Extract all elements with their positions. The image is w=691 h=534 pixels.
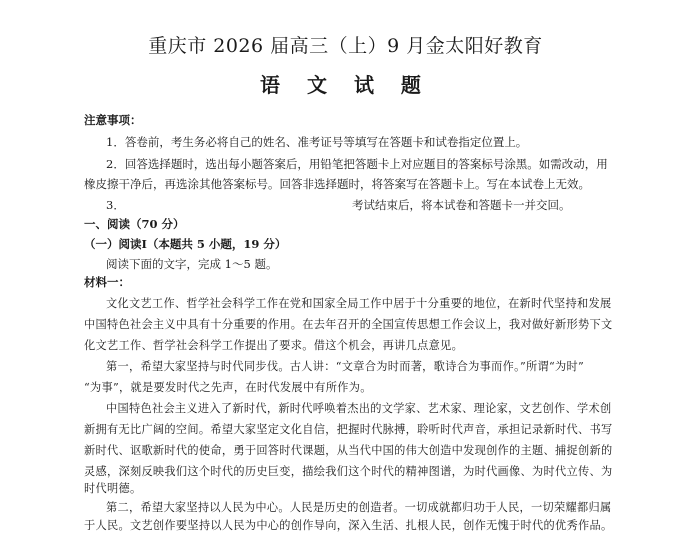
section-instruction: 阅读下面的文字，完成 1～5 题。 — [106, 257, 278, 271]
notice-item-3-text: 考试结束后，将本试卷和答题卡一并交回。 — [352, 198, 571, 212]
notice-heading: 注意事项： — [84, 113, 142, 127]
passage-p3-line-4: 灵感，深刻反映我们这个时代的历史巨变，描绘我们这个时代的精神图谱，为时代画像、为时代立传、为 — [84, 465, 613, 478]
passage-p1-line-1: 文化文艺工作、哲学社会科学工作在党和国家全局工作中居于十分重要的地位，在新时代坚持和发展 — [106, 297, 612, 310]
exam-title: 重庆市 2026 届高三（上）9 月金太阳好教育 — [148, 35, 543, 57]
passage-p3-line-3: 新时代、讴歌新时代的使命，勇于回答时代课题，从当代中国的伟大创造中发现创作的主题、捕捉创新的 — [84, 444, 613, 457]
passage-p3-line-2: 新拥有无比广阔的空间。希望大家坚定文化自信，把握时代脉搏，聆听时代声音，承担记录新时代、书写 — [84, 423, 613, 436]
section-sub-heading: （一）阅读Ⅰ（本题共 5 小题，19 分） — [84, 237, 287, 251]
notice-item-2-line-1: 2．回答选择题时，选出每小题答案后，用铅笔把答题卡上对应题目的答案标号涂黑。如需改动，用 — [106, 157, 608, 171]
notice-item-1: 1．答卷前，考生务必将自己的姓名、准考证号等填写在答题卡和试卷指定位置上。 — [106, 135, 528, 149]
notice-item-3-number: 3． — [106, 198, 125, 212]
passage-p2-line-2: “为事”，就是要发时代之先声，在时代发展中有所作为。 — [84, 381, 372, 394]
passage-p1-line-3: 化文艺工作、哲学社会科学工作提出了要求。借这个机会，再讲几点意见。 — [84, 339, 464, 352]
passage-p4-line-1: 第二，希望大家坚持以人民为中心。人民是历史的创造者。一切成就都归功于人民，一切荣耀都归属 — [106, 501, 612, 514]
passage-p4-line-2: 于人民。文艺创作要坚持以人民为中心的创作导向，深入生活、扎根人民，创作无愧于时代的优秀作品。 — [84, 519, 613, 532]
notice-item-2-line-2: 橡皮擦干净后，再选涂其他答案标号。回答非选择题时，将答案写在答题卡上。写在本试卷上无效。 — [84, 177, 590, 191]
passage-p3-line-5: 时代明德。 — [84, 482, 142, 495]
passage-p1-line-2: 中国特色社会主义中具有十分重要的作用。在去年召开的全国宣传思想工作会议上，我对做好新形势下文 — [84, 318, 613, 331]
passage-p2-line-1: 第一，希望大家坚持与时代同步伐。古人讲：“文章合为时而著，歌诗合为事而作。”所谓“为时” — [106, 360, 584, 373]
exam-subtitle: 语 文 试 题 — [260, 73, 431, 97]
passage-p3-line-1: 中国特色社会主义进入了新时代，新时代呼唤着杰出的文学家、艺术家、理论家，文艺创作、学术创 — [106, 402, 612, 415]
section-heading: 一、阅读（70 分） — [84, 217, 185, 231]
material-label: 材料一： — [84, 275, 130, 289]
